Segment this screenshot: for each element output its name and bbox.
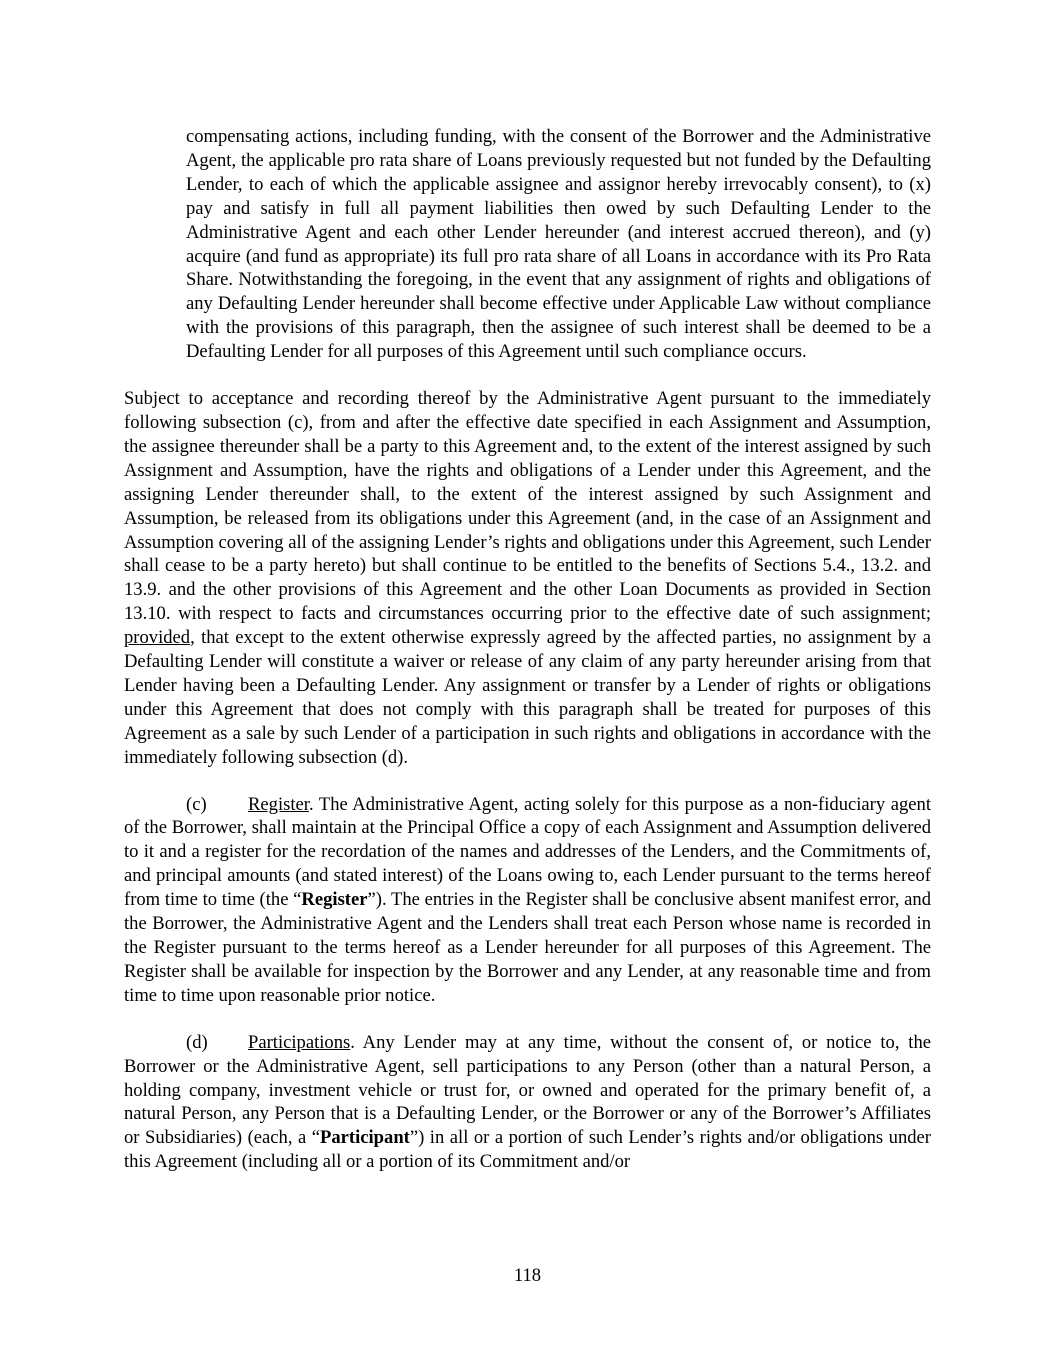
section-d-heading: Participations [248,1031,351,1053]
participant-defined-term: Participant [320,1127,410,1149]
section-d-participations-paragraph [124,1031,931,1174]
assignment-effect-text-1: Subject to acceptance and recording thereof by the Administrative Agent pursuant to the immediately following subsection (c), from and after the effective date specified in each Assignment and Assumption, the assignee thereunder shall be a party to this Agreement and, to the extent of the interest assigned by such Assignment and Assumption, have the rights and obligations of a Lender under this Agreement, and the assigning Lender thereunder shall, to the extent of the interest assigned by such Assignment and Assumption, be released from its obligations under this Agreement (and, in the case of an Assignment and Assumption covering all of the assigning Lender’s rights and obligations under this Agreement, such Lender shall cease to be a party hereto) but shall continue to be entitled to the benefits of Sections 5.4., 13.2. and 13.9. and the other provisions of this Agreement and the other Loan Documents as provided in Section 13.10. with respect to facts and circumstances occurring prior to the effective date of such assignment; [124,388,931,625]
page-number: 118 [513,1265,542,1286]
assignment-effect-text-2: , that except to the extent otherwise expressly agreed by the affected parties, no assignment by a Defaulting Lender will constitute a waiver or release of any claim of any party hereunder arising from that Lender having been a Defaulting Lender. Any assignment or transfer by a Lender of rights or obligations under this Agreement that does not comply with this paragraph shall be treated for purposes of this Agreement as a sale by such Lender of a participation in such rights and obligations in accordance with the immediately following subsection (d). [124,627,931,768]
section-c-register-paragraph [124,793,931,1008]
section-c-text-1: . The Administrative Agent, acting solely for this purpose as a non-fiduciary agent of the Borrower, shall maintain at the Principal Office a copy of each Assignment and Assumption delivered to it and a register for the recordation of the names and addresses of the Lenders, and the Commitments of, and principal amounts (and stated interest) of the Loans owing to, each Lender pursuant to the terms hereof from time to time (the “ [124,793,931,911]
section-c-label: (c) [186,793,207,815]
assignment-effect-paragraph [124,387,931,770]
provided-term: provided [124,627,191,649]
section-c-heading: Register [248,793,309,815]
section-d-label: (d) [186,1031,208,1053]
section-c-text-2: ”). The entries in the Register shall be conclusive absent manifest error, and the Borrower, the Administrative Agent and the Lenders shall treat each Person whose name is recorded in the Register pursuant to the terms hereof as a Lender hereunder for all purposes of this Agreement. The Register shall be available for inspection by the Borrower and any Lender, at any reasonable time and from time to time upon reasonable prior notice. [124,889,931,1006]
section-d-text-1: . Any Lender may at any time, without the consent of, or notice to, the Borrower or the Administrative Agent, sell participations to any Person (other than a natural Person, a holding company, investment vehicle or trust for, or owned and operated for the primary benefit of, a natural Person, any Person that is a Defaulting Lender, or the Borrower or any of the Borrower’s Affiliates or Subsidiaries) (each, a “ [124,1031,931,1149]
document-page [124,125,931,1174]
section-d-text-2: ”) in all or a portion of such Lender’s rights and/or obligations under this Agreement (including all or a portion of its Commitment and/or [124,1127,931,1173]
continued-clause-paragraph: compensating actions, including funding, with the consent of the Borrower and the Administrative Agent, the applicable pro rata share of Loans previously requested but not funded by the Defaulting Lender, to each of which the applicable assignee and assignor hereby irrevocably consent), to (x) pay and satisfy in full all payment liabilities then owed by such Defaulting Lender to the Administrative Agent and each other Lender hereunder (and interest accrued thereon), and (y) acquire (and fund as appropriate) its full pro rata share of all Loans in accordance with its Pro Rata Share. Notwithstanding the foregoing, in the event that any assignment of rights and obligations of any Defaulting Lender hereunder shall become effective under Applicable Law without compliance with the provisions of this paragraph, then the assignee of such interest shall be deemed to be a Defaulting Lender for all purposes of this Agreement until such compliance occurs. [186,126,931,363]
register-defined-term: Register [301,889,368,911]
